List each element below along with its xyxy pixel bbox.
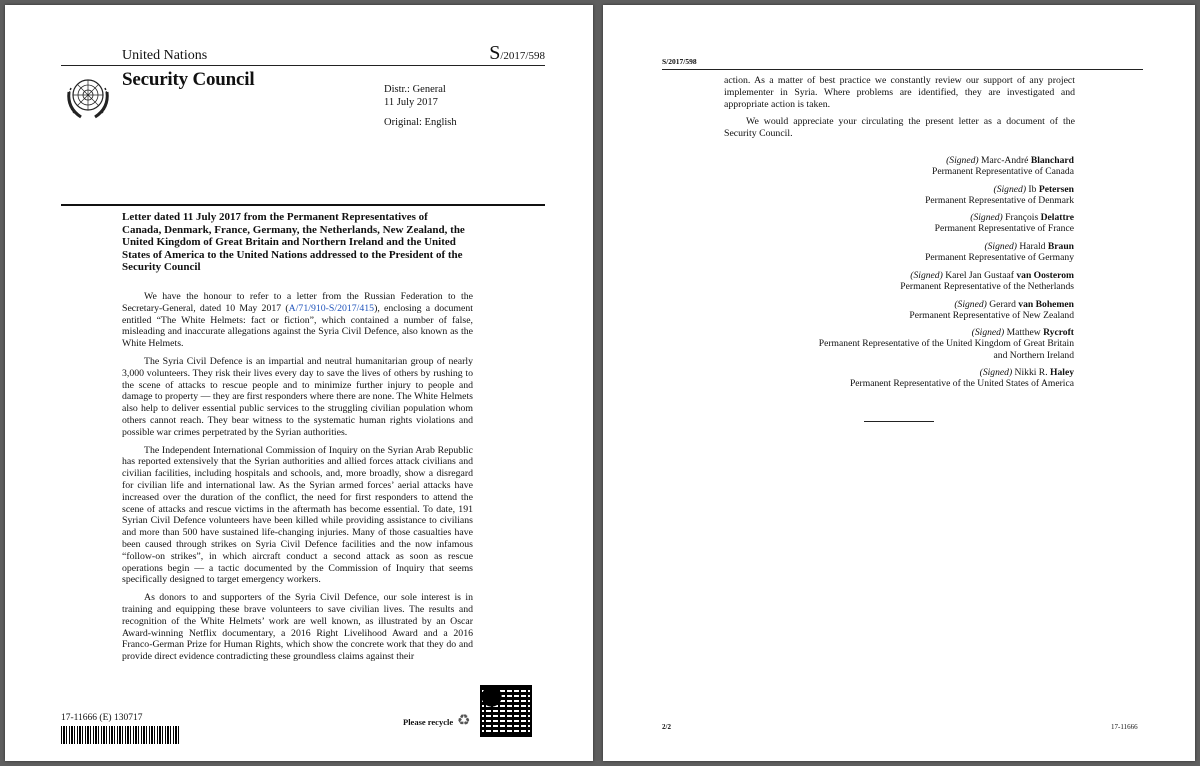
document-number: 17-11666 (E) 130717 [61, 713, 143, 723]
council-name: Security Council [122, 69, 255, 90]
signatory-first-name: Ib [1026, 184, 1039, 195]
page-2-document-number: 17-11666 [1111, 723, 1138, 731]
document-reference-link[interactable]: A/71/910-S/2017/415 [288, 302, 375, 314]
signature-block [774, 155, 1074, 178]
signed-label: (Signed) [984, 241, 1017, 252]
signatory-name [774, 184, 1074, 195]
signatory-position: Permanent Representative of France [934, 223, 1074, 235]
original-language: Original: English [384, 117, 457, 128]
organization-name: United Nations [122, 48, 208, 63]
page-2-header-rule [662, 69, 1143, 70]
signatory-first-name: Marc-André [978, 155, 1031, 166]
symbol-suffix: /2017/598 [500, 50, 545, 62]
header-rule [61, 65, 545, 66]
letter-body-continued [724, 75, 1075, 146]
letter-title: Letter dated 11 July 2017 from the Permanent Representatives of Canada, Denmark, France, Germany, the Netherlands, New Zealand, the United Kingdom of Great Britain and Northern Ireland and the United States of America to the United Nations addressed to the President of the Security Council [122, 211, 465, 274]
page-number: 2/2 [662, 723, 671, 731]
signatory-name [774, 299, 1074, 310]
signature-block [774, 270, 1074, 293]
signatory-name [774, 270, 1074, 281]
signatory-last-name: Rycroft [1043, 327, 1074, 338]
signature-block [774, 184, 1074, 207]
signatory-name [774, 367, 1074, 378]
signatory-last-name: Braun [1047, 241, 1074, 252]
signatory-last-name: van Bohemen [1018, 299, 1074, 310]
signature-block [774, 212, 1074, 235]
signature-block [774, 327, 1074, 361]
signatory-last-name: Blanchard [1030, 155, 1074, 166]
symbol-main: S [489, 42, 501, 64]
signed-label: (Signed) [910, 270, 943, 281]
signed-label: (Signed) [979, 367, 1013, 378]
signatory-name [774, 212, 1074, 223]
signatory-name [774, 155, 1074, 166]
signatory-first-name: Nikki R. [1012, 367, 1051, 378]
barcode [61, 726, 179, 744]
signatory-last-name: Delattre [1040, 212, 1074, 223]
signed-label: (Signed) [993, 184, 1027, 195]
signatory-first-name: Karel Jan Gustaaf [942, 270, 1017, 281]
paragraph-5: action. As a matter of best practice we constantly review our support of any project implementer in Syria. Where problems are identified, they are investigated and appropriate action is taken. [724, 75, 1075, 110]
signatory-first-name: François [1002, 212, 1041, 223]
signatory-position: Permanent Representative of the Netherlands [900, 281, 1074, 293]
signature-block [774, 241, 1074, 264]
signatory-position: Permanent Representative of Denmark [925, 195, 1074, 207]
paragraph-2: The Syria Civil Defence is an impartial and neutral humanitarian group of nearly 3,000 volunteers. They risk their lives every day to save the lives of others by rushing to the scene of attacks to rescue people and to minimize further injury to people and damage to property — they are first responders where there are none. The White Helmets also help to deliver essential public services to the struggling civilian population whom others cannot reach. They bear witness to the systematic human rights violations and possible war crimes perpetrated by the Syrian authorities. [122, 355, 473, 438]
paragraph-6: We would appreciate your circulating the present letter as a document of the Security Council. [724, 116, 1075, 140]
signatory-last-name: Petersen [1038, 184, 1074, 195]
signatory-position: Permanent Representative of the United Kingdom of Great Britain [818, 338, 1074, 350]
signatory-first-name: Gerard [986, 299, 1019, 310]
un-emblem-icon [61, 70, 115, 124]
end-rule [864, 421, 934, 422]
signatory-position: Permanent Representative of Germany [925, 252, 1074, 264]
signatory-first-name: Harald [1016, 241, 1048, 252]
distribution: Distr.: General [384, 84, 446, 95]
signatory-last-name: Haley [1050, 367, 1074, 378]
qr-code [480, 685, 532, 737]
signatory-name [774, 327, 1074, 338]
signature-block [774, 367, 1074, 390]
title-rule [61, 204, 545, 206]
letter-body [122, 291, 473, 669]
signature-block [774, 299, 1074, 322]
signatory-first-name: Matthew [1004, 327, 1044, 338]
recycle-icon: ♻ [457, 713, 471, 729]
document-page-2 [603, 5, 1195, 761]
page-2-symbol: S/2017/598 [662, 57, 697, 66]
recycle-note: Please recycle [403, 717, 454, 727]
paragraph-1: We have the honour to refer to a letter from the Russian Federation to the Secretary-General, dated 10 May 2017 (A/71/910-S/2017/415), enclosing a document entitled “The White Helmets: fact or fiction”, which contained a number of false, misleading and inaccurate allegations against the Syria Civil Defence, also known as the White Helmets. [122, 291, 473, 350]
signed-label: (Signed) [954, 299, 987, 310]
signatory-position-continued: and Northern Ireland [993, 349, 1074, 361]
signatory-position: Permanent Representative of the United States of America [849, 378, 1074, 390]
signed-label: (Signed) [971, 327, 1005, 338]
signed-label: (Signed) [970, 212, 1003, 223]
paragraph-3: The Independent International Commission of Inquiry on the Syrian Arab Republic has reported extensively that the Syrian authorities and allied forces attack civilians and civilian facilities, including hospitals and schools, and, more broadly, show a disregard for civilian life and international law. As the Syrian armed forces’ aerial attacks have increased over the duration of the conflict, the need for first responders to attend the scene of attacks and rescue victims in the aftermath has become essential. To date, 191 Syrian Civil Defence volunteers have been killed while providing assistance to civilians and more than 500 have sustained life-changing injuries. Many of those casualties have been caused through strikes on Syria Civil Defence facilities and the now infamous “follow-on strikes”, in which aircraft conduct a second attack as soon as rescue operations begin — a tactic documented by the Commission of Inquiry that seems specifically designed to target emergency workers. [122, 444, 473, 586]
document-symbol [489, 42, 545, 65]
signatory-position: Permanent Representative of Canada [932, 166, 1074, 178]
signatory-position: Permanent Representative of New Zealand [909, 310, 1074, 322]
document-date: 11 July 2017 [384, 97, 438, 108]
document-page-1 [5, 5, 593, 761]
signatory-name [774, 241, 1074, 252]
paragraph-4: As donors to and supporters of the Syria Civil Defence, our sole interest is in training and equipping these brave volunteers to save civilian lives. The results and recognition of the White Helmets’ work are well known, as illustrated by an Oscar Award-winning Netflix documentary, a 2016 Right Livelihood Award and a 2016 Franco-German Prize for Human Rights, which show the concrete work that they do and provide direct evidence contradicting these groundless claims against their [122, 592, 473, 663]
signatory-last-name: van Oosterom [1016, 270, 1074, 281]
signed-label: (Signed) [946, 155, 979, 166]
